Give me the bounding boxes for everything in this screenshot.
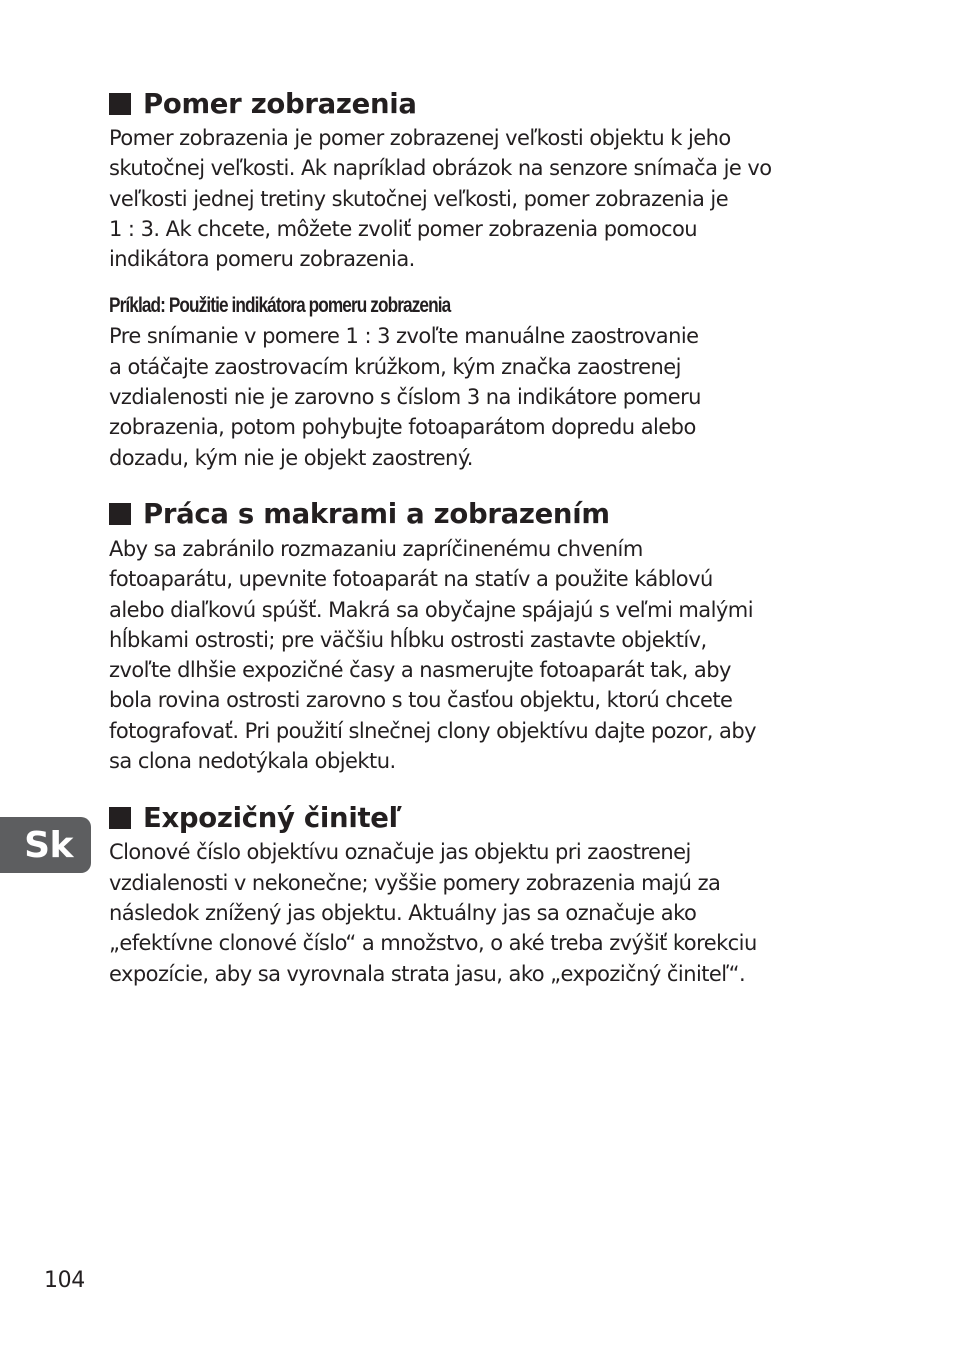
paragraph-line: Aby sa zabránilo rozmazaniu zapríčinenému chvením — [109, 536, 643, 561]
heading-square-icon — [109, 503, 131, 525]
section-heading-text: Pomer zobrazenia — [143, 88, 417, 120]
paragraph-line: Pomer zobrazenia je pomer zobrazenej veľkosti objektu k jeho — [109, 126, 731, 150]
paragraph-line: zobrazenia, potom pohybujte fotoaparátom dopredu alebo — [109, 415, 696, 440]
paragraph-line: skutočnej veľkosti. Ak napríklad obrázok na senzore snímača je vo — [109, 156, 772, 181]
paragraph-line: fotoaparátu, upevnite fotoaparát na statív a použite káblovú — [109, 567, 713, 592]
paragraph-line: následok znížený jas objektu. Aktuálny jas sa označuje ako — [109, 900, 697, 925]
section-heading-pomer-zobrazenia — [109, 86, 849, 122]
section-paragraph — [109, 123, 849, 274]
paragraph-line: bola rovina ostrosti zarovno s tou časťou objektu, ktorú chcete — [109, 688, 733, 713]
paragraph-line: vzdialenosti v nekonečne; vyššie pomery zobrazenia majú za — [109, 870, 721, 895]
example-block — [109, 291, 849, 472]
page-number: 104 — [44, 1268, 85, 1293]
paragraph-line: indikátora pomeru zobrazenia. — [109, 247, 415, 272]
paragraph-line: fotografovať. Pri použití slnečnej clony objektívu dajte pozor, aby — [109, 718, 756, 743]
page-content — [109, 86, 849, 989]
section-paragraph — [109, 534, 849, 776]
section-heading-expozicny-cinitel — [109, 800, 849, 836]
paragraph-line: alebo diaľkovú spúšť. Makrá sa obyčajne spájajú s veľmi malými — [109, 597, 753, 622]
section-heading-praca-s-makrami — [109, 496, 849, 532]
paragraph-line: hĺbkami ostrosti; pre väčšiu hĺbku ostrosti zastavte objektív, — [109, 627, 707, 652]
paragraph-line: Clonové číslo objektívu označuje jas objektu pri zaostrenej — [109, 840, 691, 865]
paragraph-line: dozadu, kým nie je objekt zaostrený. — [109, 445, 473, 470]
section-heading-text: Práca s makrami a zobrazením — [143, 497, 610, 530]
paragraph-line: sa clona nedotýkala objektu. — [109, 749, 396, 774]
heading-square-icon — [109, 93, 131, 115]
paragraph-line: Pre snímanie v pomere 1 : 3 zvoľte manuálne zaostrovanie — [109, 324, 699, 349]
language-tab-label: Sk — [24, 824, 73, 866]
example-title: Príklad: Použitie indikátora pomeru zobrazenia — [109, 294, 451, 318]
paragraph-line: a otáčajte zaostrovacím krúžkom, kým značka zaostrenej — [109, 354, 681, 379]
language-tab — [0, 817, 91, 873]
paragraph-line: 1 : 3. Ak chcete, môžete zvoliť pomer zobrazenia pomocou — [109, 216, 698, 241]
heading-square-icon — [109, 807, 131, 829]
paragraph-line: zvoľte dlhšie expozičné časy a nasmerujte fotoaparát tak, aby — [109, 658, 731, 683]
example-paragraph — [109, 321, 849, 472]
section-paragraph — [109, 837, 849, 988]
section-heading-text: Expozičný činiteľ — [143, 802, 402, 835]
paragraph-line: veľkosti jednej tretiny skutočnej veľkosti, pomer zobrazenia je — [109, 186, 729, 211]
paragraph-line: expozície, aby sa vyrovnala strata jasu, ako „expozičný činiteľ“. — [109, 961, 746, 986]
paragraph-line: vzdialenosti nie je zarovno s číslom 3 na indikátore pomeru — [109, 385, 701, 410]
paragraph-line: „efektívne clonové číslo“ a množstvo, o aké treba zvýšiť korekciu — [109, 931, 757, 956]
